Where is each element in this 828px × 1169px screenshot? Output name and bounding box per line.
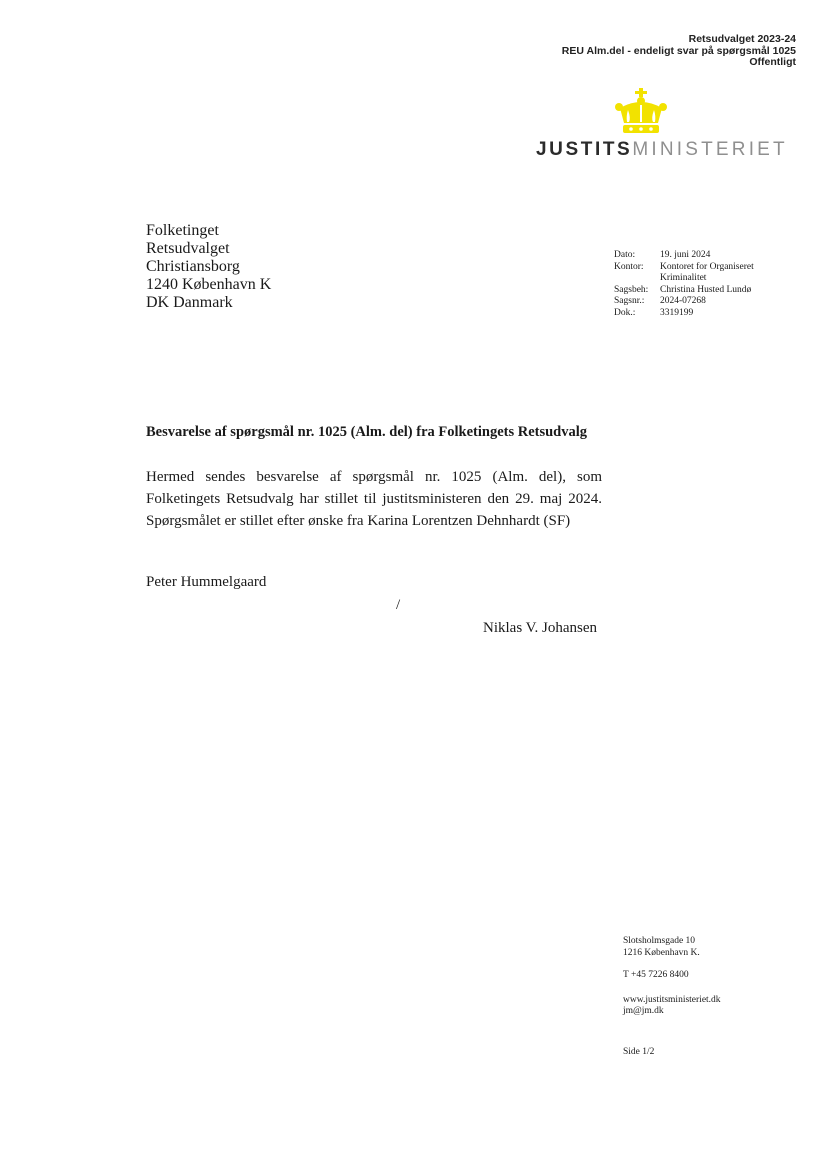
signature-official: Niklas V. Johansen: [483, 620, 598, 636]
footer-city: 1216 København K.: [623, 947, 700, 958]
meta-row-caseworker: [614, 285, 770, 297]
signature-separator: /: [396, 597, 401, 613]
ministry-logo: [536, 139, 788, 161]
meta-label: Kontor:: [614, 261, 644, 272]
document-stamp: [562, 34, 796, 69]
page-number: Side 1/2: [623, 1047, 655, 1057]
footer-website: www.justitsministeriet.dk: [623, 994, 721, 1005]
recipient-address: [146, 222, 271, 312]
meta-label: Dok.:: [614, 307, 636, 318]
meta-label: Sagsnr.:: [614, 296, 645, 306]
meta-label: Sagsbeh:: [614, 284, 649, 295]
recipient-line: 1240 København K: [146, 276, 272, 293]
meta-row-case-number: [614, 296, 770, 308]
meta-row-document: [614, 308, 770, 320]
case-metadata: [614, 250, 770, 319]
meta-value: 3319199: [660, 307, 694, 318]
ministry-contact: [623, 936, 721, 1018]
footer-phone: T +45 7226 8400: [623, 970, 689, 980]
recipient-line: Retsudvalget: [146, 240, 230, 257]
stamp-status: Offentligt: [749, 56, 796, 68]
letter-subject: Besvarelse af spørgsmål nr. 1025 (Alm. del) fra Folketingets Retsudvalg: [146, 424, 588, 440]
stamp-committee: Retsudvalget 2023-24: [688, 33, 796, 45]
meta-value: 19. juni 2024: [660, 250, 711, 260]
meta-row-office: [614, 262, 770, 285]
meta-value: Kontoret for Organiseret Kriminalitet: [660, 261, 754, 283]
letter-body: Hermed sendes besvarelse af spørgsmål nr. 1025 (Alm. del), som Folketingets Retsudvalg har stillet til justitsministeren den 29. maj 2024. Spørgsmålet er stillet efter ønske fra Karina Lorentzen Dehnhardt (SF): [146, 469, 602, 529]
footer-email: jm@jm.dk: [623, 1006, 664, 1016]
recipient-line: Christiansborg: [146, 258, 240, 275]
signature-minister: Peter Hummelgaard: [146, 574, 267, 590]
meta-value: 2024-07268: [660, 296, 706, 306]
meta-label: Dato:: [614, 250, 636, 260]
meta-row-date: [614, 250, 770, 262]
recipient-line: DK Danmark: [146, 294, 233, 311]
meta-value: Christina Husted Lundø: [660, 284, 752, 295]
logo-part-justits: JUSTITS: [536, 139, 633, 160]
stamp-reference: REU Alm.del - endeligt svar på spørgsmål 1025: [561, 44, 796, 57]
recipient-line: Folketinget: [146, 222, 219, 239]
crown-icon: [614, 88, 668, 136]
logo-part-ministeriet: MINISTERIET: [632, 139, 788, 160]
footer-street: Slotsholmsgade 10: [623, 936, 696, 946]
